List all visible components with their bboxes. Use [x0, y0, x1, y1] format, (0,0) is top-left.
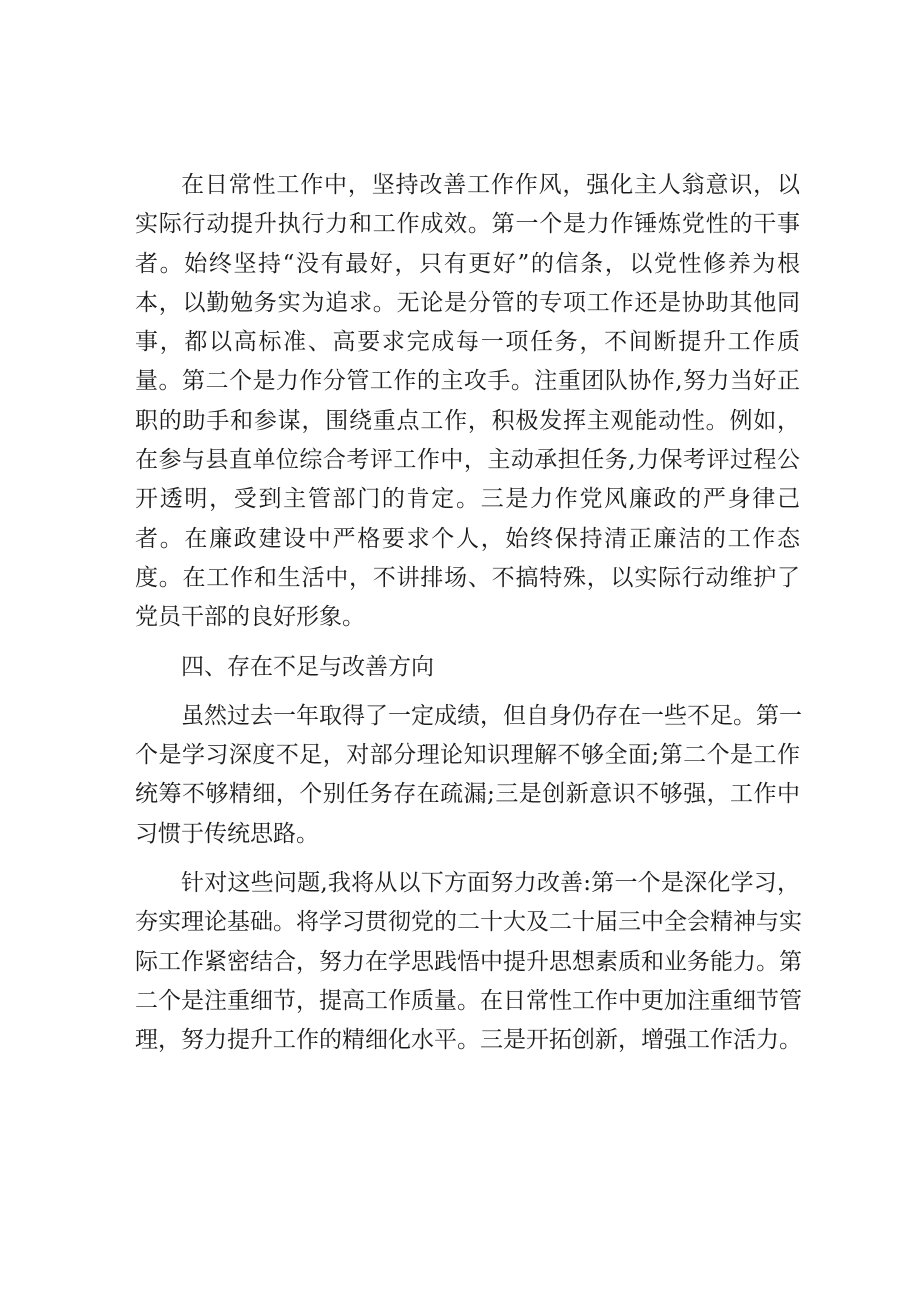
text-line: 夯实理论基础。将学习贯彻党的二十大及二十届三中全会精神与实	[135, 909, 802, 936]
paragraph-shortcomings	[135, 697, 800, 854]
document-body	[135, 166, 800, 1061]
text-line: 虽然过去一年取得了一定成绩，但自身仍存在一些不足。第一	[181, 702, 802, 729]
section-heading: 四、存在不足与改善方向	[181, 653, 434, 680]
text-line: 际工作紧密结合，努力在学思践悟中提升思想素质和业务能力。第	[135, 948, 802, 975]
text-line: 事，都以高标准、高要求完成每一项任务，不间断提升工作质	[135, 329, 800, 356]
text-line: 实际行动提升执行力和工作成效。第一个是力作锤炼党性的干事	[135, 211, 800, 238]
text-line: 本，以勤勉务实为追求。无论是分管的专项工作还是协助其他同	[135, 289, 800, 316]
paragraph-spacer	[135, 854, 800, 864]
text-line: 统筹不够精细，个别任务存在疏漏;三是创新意识不够强，工作中	[135, 781, 800, 808]
text-line: 二个是注重细节，提高工作质量。在日常性工作中更加注重细节管	[135, 987, 802, 1014]
text-line: 在参与县直单位综合考评工作中，主动承担任务,力保考评过程公	[135, 447, 800, 474]
text-line: 者。在廉政建设中严格要求个人，始终保持清正廉洁的工作态	[135, 525, 800, 552]
text-line: 开透明，受到主管部门的肯定。三是力作党风廉政的严身律己	[135, 486, 800, 513]
text-line: 在日常性工作中，坚持改善工作作风，强化主人翁意识，以	[181, 172, 800, 198]
text-line: 针对这些问题,我将从以下方面努力改善:第一个是深化学习，	[181, 870, 800, 897]
text-line: 党员干部的良好形象。	[135, 604, 365, 631]
text-line: 度。在工作和生活中，不讲排场、不搞特殊，以实际行动维护了	[135, 564, 800, 591]
paragraph-spacer	[135, 638, 800, 648]
text-line: 习惯于传统思路。	[135, 820, 319, 847]
paragraph-work-style	[135, 166, 800, 638]
text-line: 者。始终坚持“没有最好，只有更好”的信条，以党性修养为根	[135, 250, 800, 277]
paragraph-improvements	[135, 864, 800, 1060]
text-line: 个是学习深度不足，对部分理论知识理解不够全面;第二个是工作	[135, 742, 800, 769]
text-line: 职的助手和参谋，围绕重点工作，积极发挥主观能动性。例如，	[135, 407, 800, 434]
paragraph-spacer	[135, 687, 800, 697]
text-line: 理，努力提升工作的精细化水平。三是开拓创新，增强工作活力。	[135, 1027, 802, 1054]
text-line: 量。第二个是力作分管工作的主攻手。注重团队协作,努力当好正	[135, 368, 800, 395]
